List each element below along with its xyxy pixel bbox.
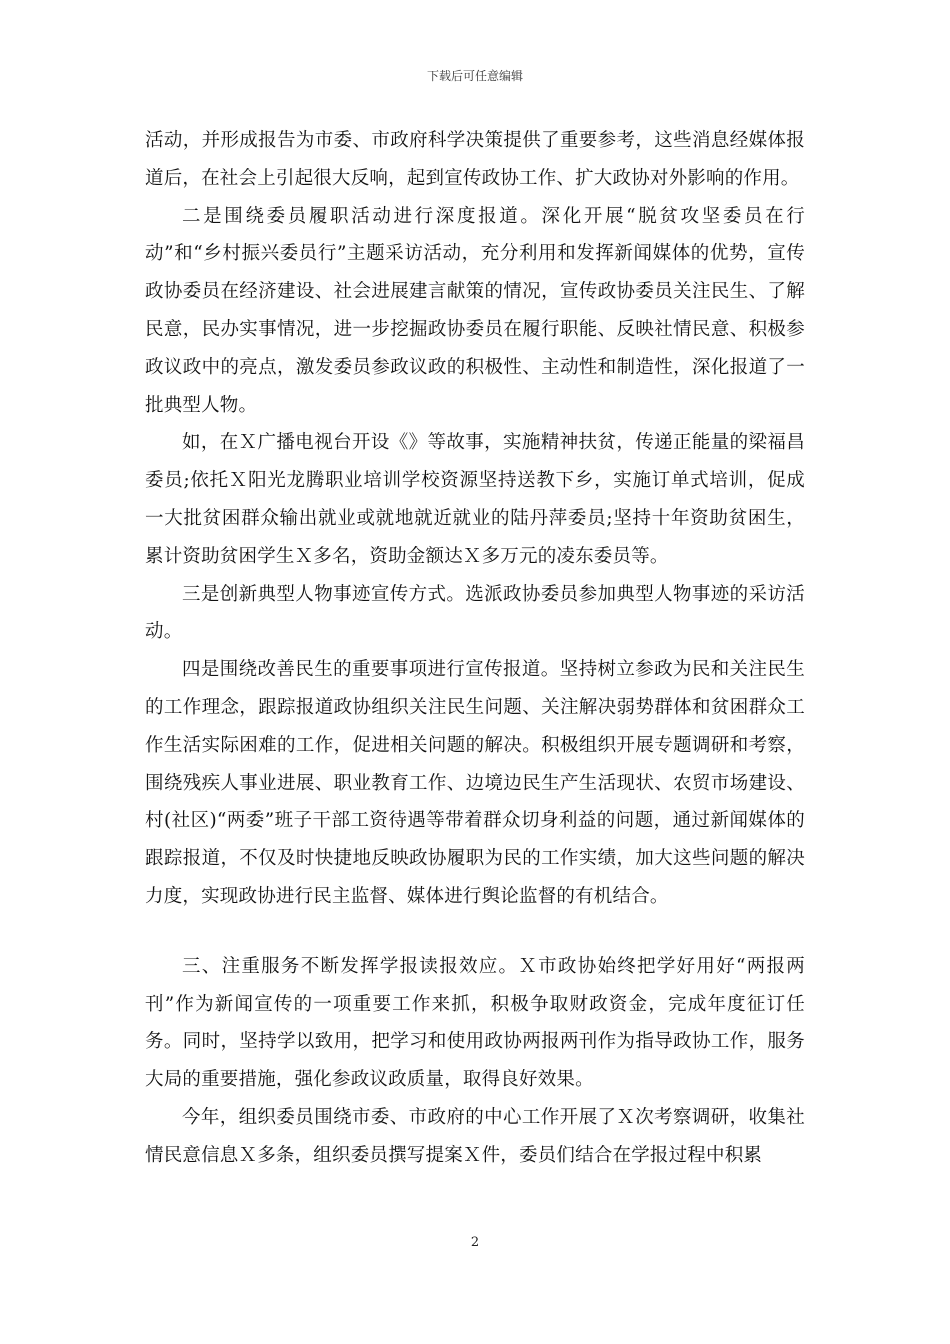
paragraph-this-year: 今年，组织委员围绕市委、市政府的中心工作开展了Ｘ次考察调研，收集社情民意信息Ｘ多条，组织委员撰写提案Ｘ件，委员们结合在学报过程中积累	[145, 1106, 805, 1166]
paragraph-innovation: 三是创新典型人物事迹宣传方式。选派政协委员参加典型人物事迹的采访活动。	[145, 583, 805, 643]
section-heading-paragraph: 三、注重服务不断发挥学报读报效应。Ｘ市政协始终把学好用好“两报两刊”作为新闻宣传的一项重要工作来抓，积极争取财政资金，完成年度征订任务。同时，坚持学以致用，把学习和使用政协两报两刊作为指导政协工作，服务大局的重要措施，强化参政议政质量，取得良好效果。	[145, 955, 805, 1091]
page-header: 下载后可任意编辑	[426, 69, 523, 83]
page-number: 2	[470, 1235, 480, 1250]
paragraph-livelihood: 四是围绕改善民生的重要事项进行宣传报道。坚持树立参政为民和关注民生的工作理念，跟踪报道政协组织关注民生问题、关注解决弱势群体和贫困群众工作生活实际困难的工作，促进相关问题的解决。积极组织开展专题调研和考察，围绕残疾人事业进展、职业教育工作、边境边民生产生活现状、农贸市场建设、村(社区)“两委”班子干部工资待遇等带着群众切身利益的问题，通过新闻媒体的跟踪报道，不仅及时快捷地反映政协履职为民的工作实绩，加大这些问题的解决力度，实现政协进行民主监督、媒体进行舆论监督的有机结合。	[145, 659, 805, 907]
document-body	[145, 122, 805, 1175]
section-gap	[145, 916, 805, 948]
paragraph-examples: 如，在Ｘ广播电视台开设《》等故事，实施精神扶贫，传递正能量的梁福昌委员;依托Ｘ阳光龙腾职业培训学校资源坚持送教下乡，实施订单式培训，促成一大批贫困群众输出就业或就地就近就业的陆丹萍委员;坚持十年资助贫困生，累计资助贫困学生Ｘ多名，资助金额达Ｘ多万元的凌东委员等。	[145, 432, 805, 567]
paragraph-continuation: 活动，并形成报告为市委、市政府科学决策提供了重要参考，这些消息经媒体报道后，在社会上引起很大反响，起到宣传政协工作、扩大政协对外影响的作用。	[145, 130, 805, 189]
paragraph-deep-reporting: 二是围绕委员履职活动进行深度报道。深化开展“脱贫攻坚委员在行动”和“乡村振兴委员行”主题采访活动，充分利用和发挥新闻媒体的优势，宣传政协委员在经济建设、社会进展建言献策的情况，宣传政协委员关注民生、了解民意，民办实事情况，进一步挖掘政协委员在履行职能、反映社情民意、积极参政议政中的亮点，激发委员参政议政的积极性、主动性和制造性，深化报道了一批典型人物。	[145, 205, 805, 416]
